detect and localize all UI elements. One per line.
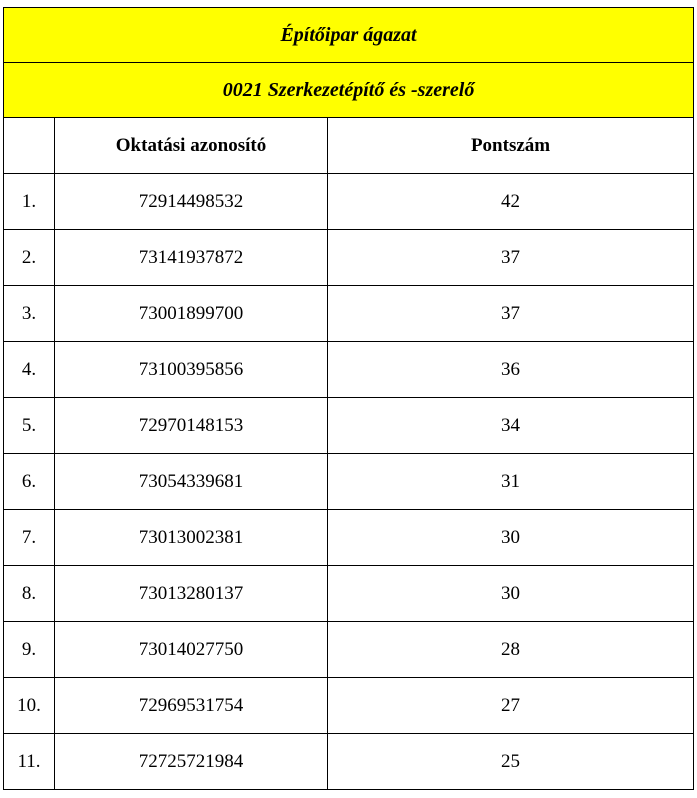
row-number: 9. [4,622,55,678]
row-number: 8. [4,566,55,622]
row-number: 3. [4,286,55,342]
row-id: 72969531754 [55,678,328,734]
row-number: 1. [4,174,55,230]
column-header-id: Oktatási azonosító [55,118,328,174]
row-id: 73014027750 [55,622,328,678]
table-row [4,566,694,622]
row-id: 72725721984 [55,734,328,790]
row-score: 37 [328,230,694,286]
table-row [4,510,694,566]
program-title-row [4,63,694,118]
row-score: 28 [328,622,694,678]
row-id: 73141937872 [55,230,328,286]
row-score: 34 [328,398,694,454]
row-id: 72970148153 [55,398,328,454]
row-number: 6. [4,454,55,510]
row-number: 11. [4,734,55,790]
row-id: 73100395856 [55,342,328,398]
row-id: 73001899700 [55,286,328,342]
row-number: 7. [4,510,55,566]
row-score: 27 [328,678,694,734]
row-id: 73054339681 [55,454,328,510]
row-id: 73013280137 [55,566,328,622]
row-score: 37 [328,286,694,342]
table-row [4,678,694,734]
row-id: 73013002381 [55,510,328,566]
program-title: 0021 Szerkezetépítő és -szerelő [4,63,694,118]
column-header-row [4,118,694,174]
row-number: 10. [4,678,55,734]
column-header-score: Pontszám [328,118,694,174]
table-row [4,230,694,286]
table-row [4,174,694,230]
row-id: 72914498532 [55,174,328,230]
column-header-number [4,118,55,174]
table-row [4,454,694,510]
row-score: 30 [328,566,694,622]
row-score: 31 [328,454,694,510]
row-score: 42 [328,174,694,230]
table-row [4,342,694,398]
table-row [4,398,694,454]
table-row [4,622,694,678]
row-score: 25 [328,734,694,790]
table-row [4,734,694,790]
results-table [3,7,694,790]
sector-title: Építőipar ágazat [4,8,694,63]
row-score: 36 [328,342,694,398]
row-number: 2. [4,230,55,286]
row-number: 4. [4,342,55,398]
row-number: 5. [4,398,55,454]
table-row [4,286,694,342]
sector-title-row [4,8,694,63]
row-score: 30 [328,510,694,566]
